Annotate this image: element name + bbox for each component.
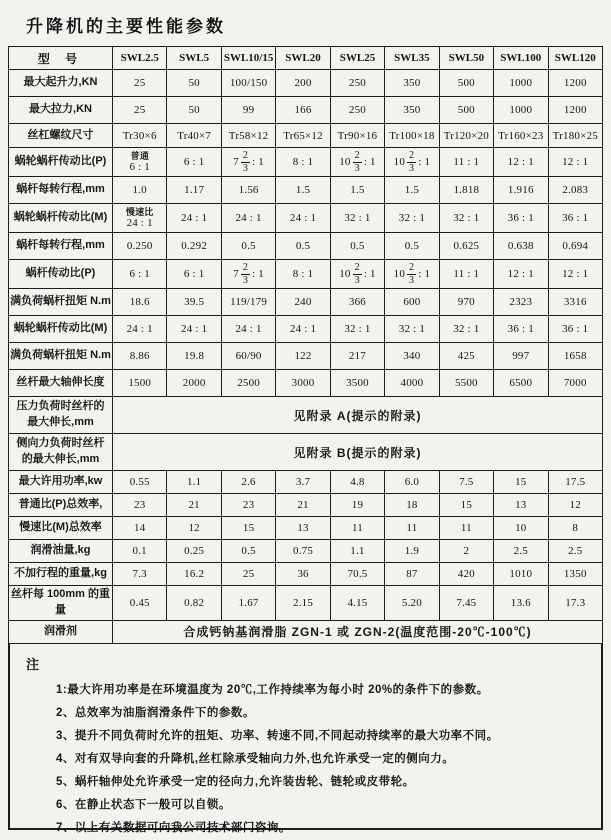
table-cell: 8.86 (113, 343, 167, 370)
table-cell: 8 : 1 (276, 148, 330, 177)
ratio-suffix: : 1 (363, 156, 376, 168)
table-cell: 1.818 (439, 177, 493, 204)
span-cell: 合成钙钠基润滑脂 ZGN-1 或 ZGN-2(温度范围-20℃-100℃) (113, 620, 603, 643)
table-cell: 19 (330, 494, 384, 517)
col-header: SWL120 (548, 47, 603, 70)
table-cell: 1200 (548, 97, 603, 124)
table-cell: 420 (439, 563, 493, 586)
table-cell: 500 (439, 70, 493, 97)
table-cell: 3000 (276, 370, 330, 397)
table-cell: 1.1 (167, 471, 221, 494)
row-label: 最大起升力,KN (9, 70, 113, 97)
col-header: SWL5 (167, 47, 221, 70)
stacked-small-text: 普通 (130, 151, 149, 161)
table-cell: 6500 (494, 370, 548, 397)
ratio-value (233, 151, 264, 174)
table-cell: Tr90×16 (330, 124, 384, 148)
table-cell (330, 260, 384, 289)
fraction-denominator: 3 (409, 162, 415, 174)
ratio-whole: 10 (339, 156, 351, 168)
table-row (9, 260, 603, 289)
table-cell: 1500 (113, 370, 167, 397)
ratio-value (233, 263, 264, 286)
table-cell: 166 (276, 97, 330, 124)
table-cell: 3316 (548, 289, 603, 316)
table-cell: 500 (439, 97, 493, 124)
table-cell: 11 (385, 517, 439, 540)
fraction (241, 263, 250, 286)
table-cell: 1.67 (221, 586, 275, 621)
table-cell: 2.5 (494, 540, 548, 563)
fraction-numerator: 2 (242, 261, 249, 273)
table-cell: 6 : 1 (167, 260, 221, 289)
table-cell: 23 (113, 494, 167, 517)
table-cell: 1200 (548, 70, 603, 97)
table-cell: 0.5 (276, 233, 330, 260)
col-header: SWL35 (385, 47, 439, 70)
table-cell: 970 (439, 289, 493, 316)
table-cell: 2 (439, 540, 493, 563)
table-cell: 1000 (494, 70, 548, 97)
table-cell: 0.55 (113, 471, 167, 494)
table-row (9, 563, 603, 586)
row-label: 普通比(P)总效率, (9, 494, 113, 517)
table-cell: 1.9 (385, 540, 439, 563)
table-cell: 217 (330, 343, 384, 370)
table-row (9, 586, 603, 621)
table-cell (221, 260, 275, 289)
table-row (9, 434, 603, 471)
table-row (9, 177, 603, 204)
table-cell: 15 (221, 517, 275, 540)
span-cell: 见附录 A(提示的附录) (113, 397, 603, 434)
table-cell: 11 : 1 (439, 260, 493, 289)
table-row (9, 70, 603, 97)
table-cell: 32 : 1 (330, 316, 384, 343)
table-cell: 1.5 (385, 177, 439, 204)
table-cell: 36 : 1 (548, 204, 603, 233)
table-cell: 24 : 1 (167, 204, 221, 233)
table-cell: 1.0 (113, 177, 167, 204)
table-cell: 21 (167, 494, 221, 517)
ratio-whole: 10 (393, 156, 406, 168)
table-cell: 2.5 (548, 540, 603, 563)
table-cell: 25 (113, 97, 167, 124)
note-item: 1:最大许用功率是在环境温度为 20℃,工作持续率为每小时 20%的条件下的参数。 (56, 683, 489, 696)
notes-box (8, 644, 603, 834)
table-cell: 1350 (548, 563, 603, 586)
ratio-value (339, 151, 376, 174)
table-cell: 36 : 1 (494, 204, 548, 233)
row-label: 蜗轮蜗杆传动比(M) (9, 316, 113, 343)
fraction (407, 151, 416, 174)
fraction-numerator: 2 (354, 261, 360, 273)
row-label: 润滑剂 (9, 620, 113, 643)
table-row (9, 397, 603, 434)
table-cell: 350 (385, 97, 439, 124)
row-label: 丝杆每 100mm 的重量 (9, 586, 113, 621)
table-cell: 5.20 (385, 586, 439, 621)
table-cell: 18.6 (113, 289, 167, 316)
table-cell: 1658 (548, 343, 603, 370)
table-cell: 50 (167, 97, 221, 124)
table-cell: 32 : 1 (330, 204, 384, 233)
table-cell: 17.3 (548, 586, 603, 621)
table-cell: 100/150 (221, 70, 275, 97)
table-cell: 425 (439, 343, 493, 370)
table-cell: 16.2 (167, 563, 221, 586)
table-row (9, 540, 603, 563)
table-cell: 5500 (439, 370, 493, 397)
table-cell: 7.5 (439, 471, 493, 494)
table-cell: 8 : 1 (276, 260, 330, 289)
table-cell: 0.5 (385, 233, 439, 260)
table-cell: Tr120×20 (439, 124, 493, 148)
notes-list (26, 679, 591, 840)
fraction-numerator: 2 (409, 261, 415, 273)
ratio-whole: 10 (339, 268, 351, 280)
table-row (9, 494, 603, 517)
table-cell: 24 : 1 (221, 204, 275, 233)
table-cell: Tr58×12 (221, 124, 275, 148)
table-cell: 1010 (494, 563, 548, 586)
fraction (353, 263, 362, 286)
table-cell: 13 (276, 517, 330, 540)
table-cell: 2500 (221, 370, 275, 397)
table-cell: 6.0 (385, 471, 439, 494)
table-cell: 14 (113, 517, 167, 540)
table-cell: 0.250 (113, 233, 167, 260)
row-label: 慢速比(M)总效率 (9, 517, 113, 540)
table-cell: 24 : 1 (276, 204, 330, 233)
table-cell: 50 (167, 70, 221, 97)
table-cell: Tr65×12 (276, 124, 330, 148)
table-cell: 12 : 1 (494, 148, 548, 177)
table-cell: 32 : 1 (385, 316, 439, 343)
table-row (9, 343, 603, 370)
table-cell: 70.5 (330, 563, 384, 586)
table-cell: 0.82 (167, 586, 221, 621)
table-row (9, 316, 603, 343)
table-cell: 24 : 1 (221, 316, 275, 343)
ratio-value (394, 151, 431, 174)
row-label: 蜗杆传动比(P) (9, 260, 113, 289)
ratio-suffix: : 1 (418, 268, 431, 280)
table-cell: 4.15 (330, 586, 384, 621)
col-header: SWL2.5 (113, 47, 167, 70)
stacked-value (129, 151, 150, 174)
table-cell: 350 (385, 70, 439, 97)
table-cell: 4.8 (330, 471, 384, 494)
row-label: 润滑油量,kg (9, 540, 113, 563)
table-cell: Tr160×23 (494, 124, 548, 148)
table-cell: 7000 (548, 370, 603, 397)
table-cell: 18 (385, 494, 439, 517)
notes-heading: 注 (26, 656, 40, 672)
col-header: SWL50 (439, 47, 493, 70)
table-cell: 25 (221, 563, 275, 586)
table-cell: 2323 (494, 289, 548, 316)
ratio-suffix: : 1 (252, 156, 264, 168)
span-cell: 见附录 B(提示的附录) (113, 434, 603, 471)
note-item: 3、提升不同负荷时允许的扭矩、功率、转速不同,不同起动持续率的最大功率不同。 (56, 729, 499, 742)
table-cell: 12 (167, 517, 221, 540)
table-row (9, 233, 603, 260)
table-cell: 32 : 1 (439, 204, 493, 233)
stacked-main-text: 6 : 1 (129, 161, 150, 174)
table-cell: 36 : 1 (494, 316, 548, 343)
table-cell: 0.1 (113, 540, 167, 563)
table-cell: 11 (330, 517, 384, 540)
table-cell: 15 (494, 471, 548, 494)
table-cell: 8 (548, 517, 603, 540)
row-label: 蜗轮蜗杆传动比(P) (9, 148, 113, 177)
fraction-denominator: 3 (354, 274, 360, 286)
table-cell: 1.916 (494, 177, 548, 204)
table-cell: 1.17 (167, 177, 221, 204)
table-row (9, 471, 603, 494)
table-cell: 119/179 (221, 289, 275, 316)
table-cell (330, 148, 384, 177)
row-label: 丝杠螺纹尺寸 (9, 124, 113, 148)
table-cell: 250 (330, 97, 384, 124)
table-cell: 1.56 (221, 177, 275, 204)
table-cell (113, 148, 167, 177)
note-item: 7、以上有关数据可向我公司技术部门咨询。 (56, 821, 291, 834)
table-cell: 12 : 1 (548, 260, 603, 289)
table-cell: 0.5 (330, 233, 384, 260)
table-cell: 366 (330, 289, 384, 316)
fraction-denominator: 3 (409, 274, 415, 286)
table-cell: 7.45 (439, 586, 493, 621)
model-column-header: 型 号 (9, 47, 113, 70)
table-row (9, 289, 603, 316)
row-label: 不加行程的重量,kg (9, 563, 113, 586)
table-cell: 6 : 1 (167, 148, 221, 177)
note-item: 2、总效率为油脂润滑条件下的参数。 (56, 706, 255, 719)
row-label: 蜗杆每转行程,mm (9, 177, 113, 204)
row-label: 最大许用功率,kw (9, 471, 113, 494)
table-cell: 36 (276, 563, 330, 586)
table-cell: 0.25 (167, 540, 221, 563)
table-cell: 23 (221, 494, 275, 517)
fraction (353, 151, 362, 174)
ratio-suffix: : 1 (418, 156, 431, 168)
note-item: 4、对有双导向套的升降机,丝杠除承受轴向力外,也允许承受一定的侧向力。 (56, 752, 455, 765)
table-cell: 250 (330, 70, 384, 97)
table-cell: 13.6 (494, 586, 548, 621)
table-cell: 1.1 (330, 540, 384, 563)
table-cell: Tr100×18 (385, 124, 439, 148)
table-cell (385, 260, 439, 289)
table-cell: 39.5 (167, 289, 221, 316)
stacked-main-text: 24 : 1 (126, 217, 153, 230)
ratio-suffix: : 1 (363, 268, 376, 280)
table-cell: 36 : 1 (548, 316, 603, 343)
ratio-suffix: : 1 (252, 268, 264, 280)
fraction (407, 263, 416, 286)
note-item: 5、蜗杆轴伸处允许承受一定的径向力,允许装齿轮、链轮或皮带轮。 (56, 775, 415, 788)
ratio-value (394, 263, 431, 286)
table-cell: 2.6 (221, 471, 275, 494)
ratio-whole: 7 (233, 156, 239, 168)
table-cell: 122 (276, 343, 330, 370)
fraction-denominator: 3 (242, 274, 249, 286)
page-title: 升降机的主要性能参数 (26, 17, 226, 36)
row-label: 压力负荷时丝杆的 最大伸长,mm (9, 397, 113, 434)
table-cell: 1.5 (276, 177, 330, 204)
table-cell: 3500 (330, 370, 384, 397)
table-cell (221, 148, 275, 177)
table-cell: 2000 (167, 370, 221, 397)
fraction-numerator: 2 (242, 149, 249, 161)
ratio-value (339, 263, 376, 286)
table-row (9, 124, 603, 148)
table-cell: 12 : 1 (548, 148, 603, 177)
table-cell: 0.5 (221, 540, 275, 563)
table-cell (113, 204, 167, 233)
table-cell: 24 : 1 (276, 316, 330, 343)
ratio-whole: 10 (393, 268, 406, 280)
table-cell: 0.292 (167, 233, 221, 260)
table-cell: 60/90 (221, 343, 275, 370)
stacked-small-text: 慢速比 (125, 207, 154, 217)
note-item: 6、在静止状态下一般可以自锁。 (56, 798, 231, 811)
table-cell: 0.45 (113, 586, 167, 621)
table-cell: 13 (494, 494, 548, 517)
table-cell: 24 : 1 (113, 316, 167, 343)
fraction-numerator: 2 (354, 149, 360, 161)
fraction-denominator: 3 (354, 162, 360, 174)
table-cell: 0.5 (221, 233, 275, 260)
table-cell: 25 (113, 70, 167, 97)
table-cell: 11 (439, 517, 493, 540)
table-cell: 0.638 (494, 233, 548, 260)
table-cell: 200 (276, 70, 330, 97)
table-cell: Tr180×25 (548, 124, 603, 148)
col-header: SWL25 (330, 47, 384, 70)
table-row (9, 620, 603, 643)
table-cell: 12 (548, 494, 603, 517)
table-cell (385, 148, 439, 177)
fraction-denominator: 3 (242, 162, 249, 174)
table-cell: 2.083 (548, 177, 603, 204)
row-label: 满负荷蜗杆扭矩 N.m (9, 343, 113, 370)
table-cell: 87 (385, 563, 439, 586)
table-cell: 17.5 (548, 471, 603, 494)
header-row (9, 47, 603, 70)
table-cell: 99 (221, 97, 275, 124)
row-label: 丝杆最大轴伸长度 (9, 370, 113, 397)
table-cell: 1.5 (330, 177, 384, 204)
row-label: 最大拉力,KN (9, 97, 113, 124)
table-cell: 6 : 1 (113, 260, 167, 289)
table-cell: 4000 (385, 370, 439, 397)
table-cell: 10 (494, 517, 548, 540)
fraction (241, 151, 250, 174)
table-cell: 3.7 (276, 471, 330, 494)
spec-table (8, 46, 603, 644)
row-label: 蜗轮蜗杆传动比(M) (9, 204, 113, 233)
table-cell: 32 : 1 (385, 204, 439, 233)
table-cell: 1000 (494, 97, 548, 124)
col-header: SWL10/15 (221, 47, 275, 70)
table-cell: 2.15 (276, 586, 330, 621)
table-cell: Tr30×6 (113, 124, 167, 148)
table-cell: 997 (494, 343, 548, 370)
table-cell: 0.694 (548, 233, 603, 260)
table-cell: 240 (276, 289, 330, 316)
fraction-numerator: 2 (409, 149, 415, 161)
table-cell: 21 (276, 494, 330, 517)
col-header: SWL100 (494, 47, 548, 70)
table-cell: 0.75 (276, 540, 330, 563)
table-row (9, 370, 603, 397)
table-cell: 19.8 (167, 343, 221, 370)
table-row (9, 148, 603, 177)
table-row (9, 97, 603, 124)
table-cell: 600 (385, 289, 439, 316)
table-row (9, 517, 603, 540)
table-cell: 340 (385, 343, 439, 370)
table-cell: 15 (439, 494, 493, 517)
table-cell: 11 : 1 (439, 148, 493, 177)
table-cell: 7.3 (113, 563, 167, 586)
table-cell: 0.625 (439, 233, 493, 260)
table-row (9, 204, 603, 233)
row-label: 满负荷蜗杆扭矩 N.m (9, 289, 113, 316)
table-cell: 12 : 1 (494, 260, 548, 289)
col-header: SWL20 (276, 47, 330, 70)
stacked-value (126, 207, 154, 230)
row-label: 侧向力负荷时丝杆 的最大伸长,mm (9, 434, 113, 471)
ratio-whole: 7 (233, 268, 239, 280)
table-cell: 32 : 1 (439, 316, 493, 343)
table-cell: Tr40×7 (167, 124, 221, 148)
row-label: 蜗杆每转行程,mm (9, 233, 113, 260)
table-cell: 24 : 1 (167, 316, 221, 343)
